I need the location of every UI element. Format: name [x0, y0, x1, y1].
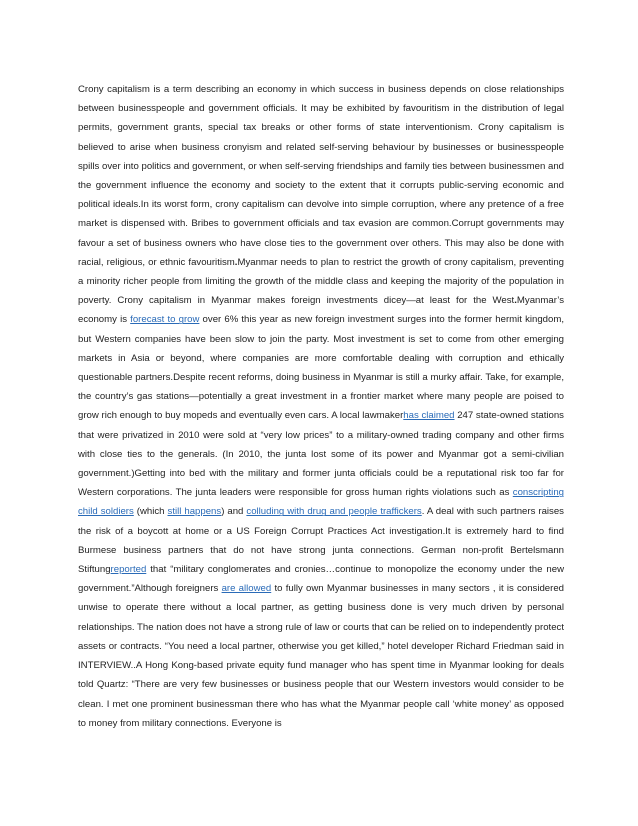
link-has-claimed[interactable]: has claimed: [403, 410, 455, 422]
text-run: over 6% this year as new foreign investment surges into the former hermit kingdom, but Western companies have been slow to join the party. Most investment is set to come from other emerging markets in Asia or beyond, where companies are more comfortable dealing with corruption and ethically questionable partners.Despite recent reforms, doing business in Myanmar is still a murky affair. Take, for example, the country’s gas stations—potentially a great investment in a frontier market where many people are poised to grow rich enough to buy mopeds and eventually even cars. A local lawmaker: [78, 314, 565, 422]
text-run: Myanmar needs to plan to restrict the growth of crony capitalism, preventing a minority richer people from limiting the growth of the middle class and keeping the majority of the population in poverty. Crony capitalism in Myanmar makes foreign investments dicey—at least for the West: [78, 256, 564, 307]
link-forecast-to-grow[interactable]: forecast to grow: [130, 314, 200, 326]
text-run: . A deal with such partners raises the risk of a boycott at home or a US Foreign Corrupt Practices Act investigation.It is extremely hard to find Burmese business partners that do not have strong junta connections. German non-profit Bertelsmann Stiftung: [78, 506, 564, 576]
link-reported[interactable]: reported: [110, 564, 147, 576]
text-run: Myanmar’s economy is: [78, 295, 564, 326]
body-paragraph: [78, 80, 564, 733]
text-run: to fully own Myanmar businesses in many sectors , it is considered unwise to operate there without a local partner, as getting business done is very much driven by personal relationships. The nation does not have a strong rule of law or courts that can be relied on to independently protect assets or contracts. “You need a local partner, otherwise you get killed,” hotel developer Richard Friedman said in INTERVIEW..A Hong Kong-based private equity fund manager who has spent time in Myanmar looking for deals told Quartz: “There are very few businesses or business people that our Western investors would consider to be clean. I met one prominent businessman there who has what the Myanmar people call ‘white money’ as opposed to money from military connections. Everyone is: [78, 583, 564, 729]
text-run: Crony capitalism is a term describing an economy in which success in business depends on close relationships between businesspeople and government officials. It may be exhibited by favouritism in the distribution of legal permits, government grants, special tax breaks or other forms of state interventionism. Crony capitalism is believed to arise when business cronyism and related self-serving behaviour by businesses or businesspeople spills over into politics and government, or when self-serving friendships and family ties between businessmen and the government influence the economy and society to the extent that it corrupts public-serving economic and political ideals.In its worst form, crony capitalism can devolve into simple corruption, where any pretence of a free market is dispensed with. Bribes to government officials and tax evasion are common.Corrupt governments may favour a set of business owners who have close ties to the government over others. This may also be done with racial, religious, or ethnic favouritism: [78, 84, 564, 268]
link-conscripting-child-soldiers[interactable]: conscripting child soldiers: [78, 487, 564, 518]
text-run: that “military conglomerates and cronies…continue to monopolize the economy under the new government.”Although foreigners: [78, 564, 564, 595]
document-body: [78, 80, 564, 733]
text-run: ) and: [221, 506, 247, 518]
text-run-bold: .: [234, 256, 238, 268]
text-run: (which: [133, 506, 168, 518]
link-colluding-with-traffickers[interactable]: colluding with drug and people traffickers: [246, 506, 422, 518]
link-still-happens[interactable]: still happens: [167, 506, 222, 518]
text-run-bold: .: [514, 295, 517, 307]
text-run: 247 state-owned stations that were privatized in 2010 were sold at “very low prices” to a military-owned trading company and other firms with close ties to the generals. (In 2010, the junta lost some of its power and Myanmar got a semi-civilian government.)Getting into bed with the military and former junta officials could be a reputational risk too far for Western corporations. The junta leaders were responsible for gross human rights violations such as: [78, 410, 564, 499]
link-are-allowed[interactable]: are allowed: [221, 583, 272, 595]
